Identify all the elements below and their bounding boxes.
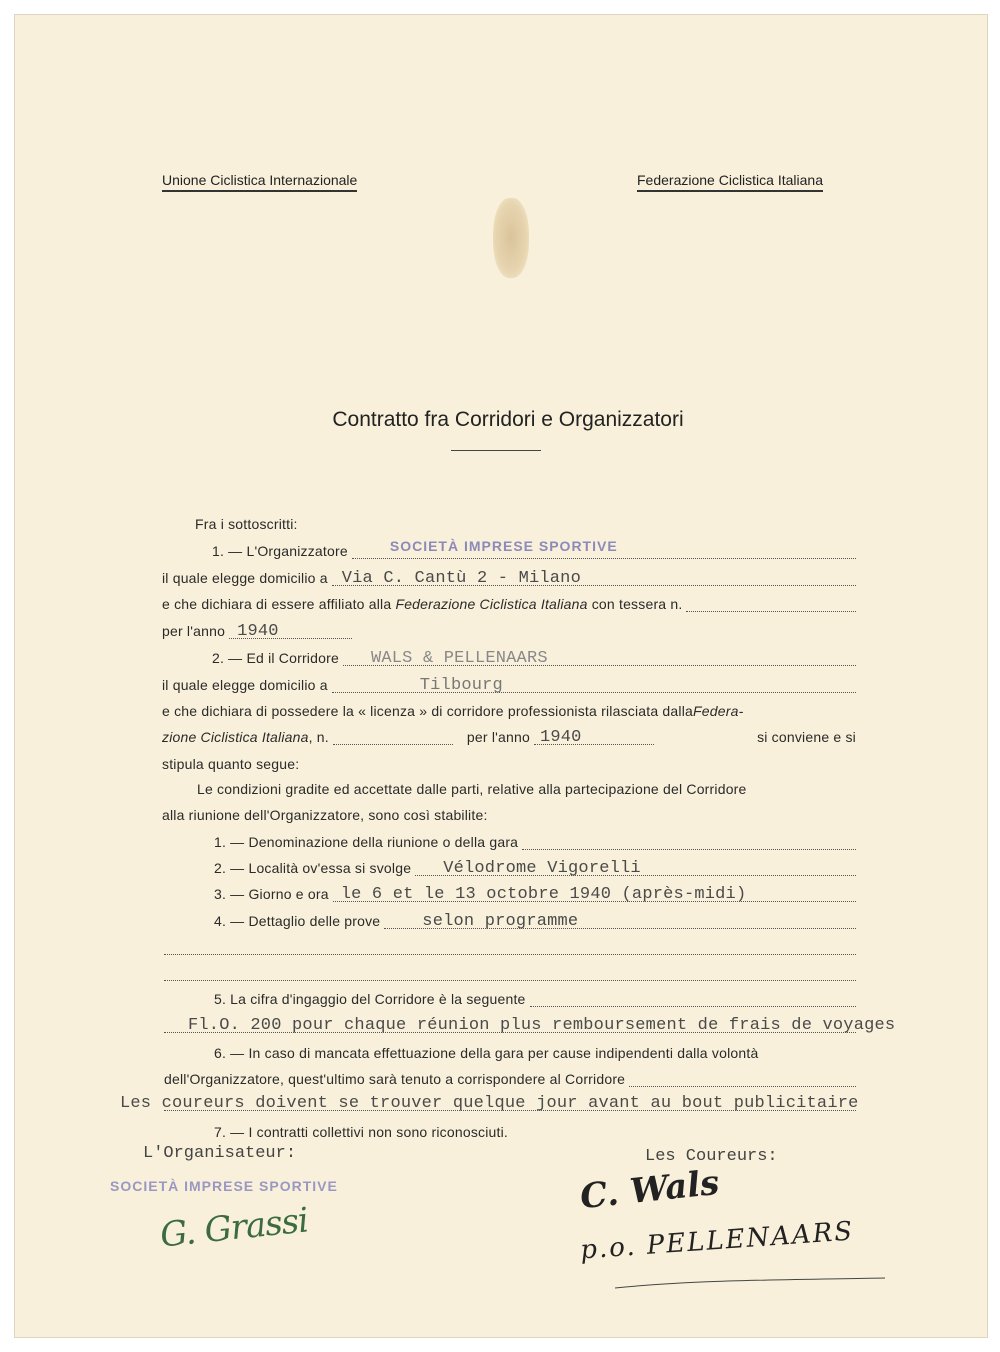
org-domicile-label: il quale elegge domicilio a xyxy=(162,570,328,586)
license-n-label: , n. xyxy=(308,729,329,745)
blank-line-1 xyxy=(164,935,856,955)
license-text: e che dichiara di possedere la « licenza » di corridore professionista rilasciata dalla xyxy=(162,703,694,719)
paper-stain xyxy=(493,198,529,278)
affiliation-line xyxy=(162,592,856,612)
organizer-field xyxy=(352,538,856,559)
fee-line xyxy=(214,987,856,1007)
item-field xyxy=(415,860,856,876)
rider-field xyxy=(343,650,856,666)
org-year-line xyxy=(162,619,352,639)
rider-value: WALS & PELLENAARS xyxy=(370,649,548,668)
blank-field xyxy=(164,939,856,955)
org-year-value: 1940 xyxy=(237,622,279,641)
org-domicile-field xyxy=(332,570,856,586)
fee-value-line xyxy=(164,1013,896,1035)
license-end: si conviene e si xyxy=(757,729,856,745)
affiliation-fed: Federazione Ciclistica Italiana xyxy=(395,596,588,612)
title-divider xyxy=(451,450,541,451)
org-year-field xyxy=(229,623,352,639)
item-field xyxy=(333,886,856,902)
item-value: selon programme xyxy=(422,912,579,931)
fee-label: 5. La cifra d'ingaggio del Corridore è la seguente xyxy=(214,991,526,1007)
license-fed-a: Federa- xyxy=(693,703,744,719)
item-value: Vélodrome Vigorelli xyxy=(443,859,641,878)
license-year-label: per l'anno xyxy=(466,729,530,745)
org-domicile-value: Via C. Cantù 2 - Milano xyxy=(341,569,581,588)
org-year-label: per l'anno xyxy=(162,623,226,639)
item-label: 3. — Giorno e ora xyxy=(214,886,329,902)
riders-signature-2: p.o. PELLENAARS xyxy=(579,1216,856,1266)
clause-6-value-line xyxy=(120,1091,859,1113)
affiliation-text-b: con tessera n. xyxy=(591,596,683,612)
organizer-line xyxy=(212,539,856,559)
clause-6-field xyxy=(629,1071,856,1087)
item-2 xyxy=(214,856,856,876)
license-line-2 xyxy=(162,725,856,745)
fee-value: Fl.O. 200 pour chaque réunion plus remboursement de frais de voyages xyxy=(188,1016,896,1035)
item-field xyxy=(384,913,856,929)
organizer-signature-stamp: SOCIETÀ IMPRESE SPORTIVE xyxy=(110,1178,338,1194)
clause-6b-line xyxy=(164,1067,856,1087)
item-field xyxy=(522,834,856,850)
rider-domicile-field xyxy=(332,677,856,693)
blank-line-2 xyxy=(164,961,856,981)
rider-domicile-line xyxy=(162,673,856,693)
license-year-value: 1940 xyxy=(539,728,582,747)
license-year-field xyxy=(534,729,654,745)
clause-6b: dell'Organizzatore, quest'ultimo sarà tenuto a corrispondere al Corridore xyxy=(164,1071,626,1087)
intro: Fra i sottoscritti: xyxy=(195,516,298,532)
item-1 xyxy=(214,830,856,850)
blank-field xyxy=(164,965,856,981)
riders-signature-1: C. Wals xyxy=(578,1162,722,1218)
conditions-a: Le condizioni gradite ed accettate dalle parti, relative alla partecipazione del Corridore xyxy=(197,781,747,797)
item-label: 4. — Dettaglio delle prove xyxy=(214,913,381,929)
item-3 xyxy=(214,882,856,902)
conditions-b: alla riunione dell'Organizzatore, sono così stabilite: xyxy=(162,807,488,823)
clause-6-value-field xyxy=(120,1094,859,1113)
organizer-label: 1. — L'Organizzatore xyxy=(212,543,348,559)
document-title: Contratto fra Corridori e Organizzatori xyxy=(332,408,684,431)
organizer-stamp: SOCIETÀ IMPRESE SPORTIVE xyxy=(389,538,618,554)
fee-value-field xyxy=(164,1016,896,1035)
organizer-signature: G. Grassi xyxy=(158,1200,310,1256)
affiliation-text: e che dichiara di essere affiliato alla xyxy=(162,596,392,612)
fee-field xyxy=(530,991,856,1007)
item-value: le 6 et le 13 octobre 1940 (après-midi) xyxy=(340,885,747,904)
rider-line xyxy=(212,646,856,666)
riders-signature-label: Les Coureurs: xyxy=(645,1147,778,1166)
header-fci: Federazione Ciclistica Italiana xyxy=(637,172,823,192)
rider-label: 2. — Ed il Corridore xyxy=(212,650,339,666)
header-uci: Unione Ciclistica Internazionale xyxy=(162,172,357,192)
item-label: 1. — Denominazione della riunione o della gara xyxy=(214,834,519,850)
tessera-field xyxy=(686,596,856,612)
license-n-field xyxy=(333,729,453,745)
clause-6a: 6. — In caso di mancata effettuazione della gara per cause indipendenti dalla volontà xyxy=(214,1045,759,1061)
clause-6-value: Les coureurs doivent se trouver quelque jour avant au bout publicitaire xyxy=(120,1094,859,1113)
item-label: 2. — Località ov'essa si svolge xyxy=(214,860,412,876)
rider-domicile-label: il quale elegge domicilio a xyxy=(162,677,328,693)
organizer-signature-label: L'Organisateur: xyxy=(143,1144,297,1163)
license-line xyxy=(162,699,743,719)
org-domicile-line xyxy=(162,566,856,586)
clause-7: 7. — I contratti collettivi non sono riconosciuti. xyxy=(214,1124,509,1140)
stipula: stipula quanto segue: xyxy=(162,756,300,772)
riders-signature-underline xyxy=(615,1270,895,1290)
item-4 xyxy=(214,909,856,929)
license-fed-b: zione Ciclistica Italiana xyxy=(162,729,309,745)
rider-domicile-value: Tilbourg xyxy=(419,676,503,695)
